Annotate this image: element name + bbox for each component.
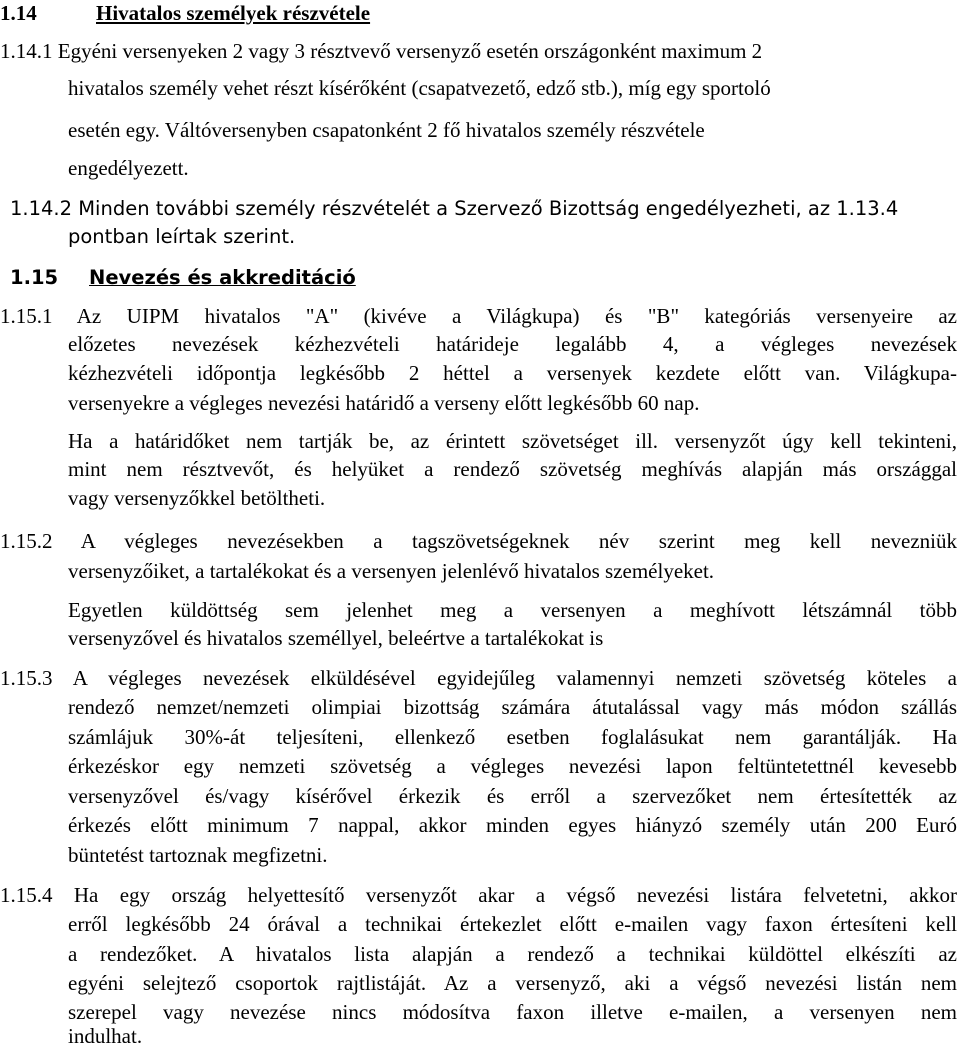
- paragraph-line: pontban leírtak szerint.: [68, 225, 296, 248]
- paragraph-line: 1.15.3 A végleges nevezések elküldésével egyidejűleg valamennyi nemzeti szövetség köteles a: [0, 666, 957, 690]
- paragraph-line: erről legkésőbb 24 órával a technikai értekezlet előtt e-mailen vagy faxon értesíteni kell: [68, 912, 957, 936]
- paragraph-line: büntetést tartoznak megfizetni.: [68, 843, 328, 867]
- paragraph-line: Ha a határidőket nem tartják be, az érintett szövetséget ill. versenyzőt úgy kell tekinteni,: [68, 429, 957, 453]
- paragraph-line: szerepel vagy nevezése nincs módosítva faxon illetve e-mailen, a versenyen nem: [68, 1000, 957, 1024]
- paragraph-line: előzetes nevezések kézhezvételi határideje legalább 4, a végleges nevezések: [68, 332, 957, 356]
- paragraph-line: mint nem résztvevőt, és helyüket a rendező szövetség meghívás alapján más országgal: [68, 457, 957, 481]
- paragraph-line: versenyzővel és hivatalos személlyel, beleértve a tartalékokat is: [68, 626, 604, 650]
- paragraph-line: a rendezőket. A hivatalos lista alapján a rendező a technikai küldöttel elkészíti az: [68, 942, 957, 966]
- section-number: 1.14: [0, 1, 37, 25]
- section-heading-1-14: [0, 0, 371, 26]
- section-number: 1.15: [10, 266, 59, 289]
- section-title: Nevezés és akkreditáció: [89, 266, 356, 289]
- paragraph-line: versenyekre a végleges nevezési határidő a verseny előtt legkésőbb 60 nap.: [68, 391, 700, 415]
- paragraph-line: számlájuk 30%-át teljesíteni, ellenkező esetben foglalásukat nem garantálják. Ha: [68, 725, 957, 749]
- paragraph-line: engedélyezett.: [68, 156, 189, 180]
- paragraph-line: 1.14.2 Minden további személy részvételét a Szervező Bizottság engedélyezheti, az 1.13.4: [10, 197, 899, 220]
- paragraph-line: vagy versenyzőkkel betöltheti.: [68, 486, 326, 510]
- paragraph-line: 1.15.2 A végleges nevezésekben a tagszövetségeknek név szerint meg kell nevezniük: [0, 529, 957, 553]
- paragraph-line: esetén egy. Váltóversenyben csapatonként 2 fő hivatalos személy részvétele: [68, 118, 705, 142]
- paragraph-line: versenyzővel és/vagy kísérővel érkezik és erről a szervezőket nem értesítették az: [68, 784, 957, 808]
- paragraph-line: érkezéskor egy nemzeti szövetség a végleges nevezési lapon feltüntetettnél kevesebb: [68, 754, 957, 778]
- paragraph-line: kézhezvételi időpontja legkésőbb 2 héttel a versenyek kezdete előtt van. Világkupa-: [68, 361, 957, 385]
- paragraph-line: 1.15.4 Ha egy ország helyettesítő versenyzőt akar a végső nevezési listára felvetetni, akkor: [0, 883, 957, 907]
- section-title: Hivatalos személyek részvétele: [96, 1, 371, 25]
- section-heading-1-15: [10, 265, 356, 291]
- paragraph-line: versenyzőiket, a tartalékokat és a versenyen jelenlévő hivatalos személyeket.: [68, 559, 715, 583]
- paragraph-line: indulhat.: [68, 1024, 143, 1048]
- paragraph-line: 1.14.1 Egyéni versenyeken 2 vagy 3 résztvevő versenyző esetén országonként maximum 2: [0, 39, 763, 63]
- paragraph-line: hivatalos személy vehet részt kísérőként (csapatvezető, edző stb.), míg egy sportoló: [68, 76, 771, 100]
- paragraph-line: Egyetlen küldöttség sem jelenhet meg a versenyen a meghívott létszámnál több: [68, 598, 957, 622]
- paragraph-line: 1.15.1 Az UIPM hivatalos "A" (kivéve a Világkupa) és "B" kategóriás versenyeire az: [0, 304, 957, 328]
- paragraph-line: érkezés előtt minimum 7 nappal, akkor minden egyes hiányzó személy után 200 Euró: [68, 813, 957, 837]
- paragraph-line: egyéni selejtező csoportok rajtlistáját. Az a versenyző, aki a végső nevezési listán nem: [68, 971, 957, 995]
- paragraph-line: rendező nemzet/nemzeti olimpiai bizottság számára átutalással vagy más módon szállás: [68, 695, 957, 719]
